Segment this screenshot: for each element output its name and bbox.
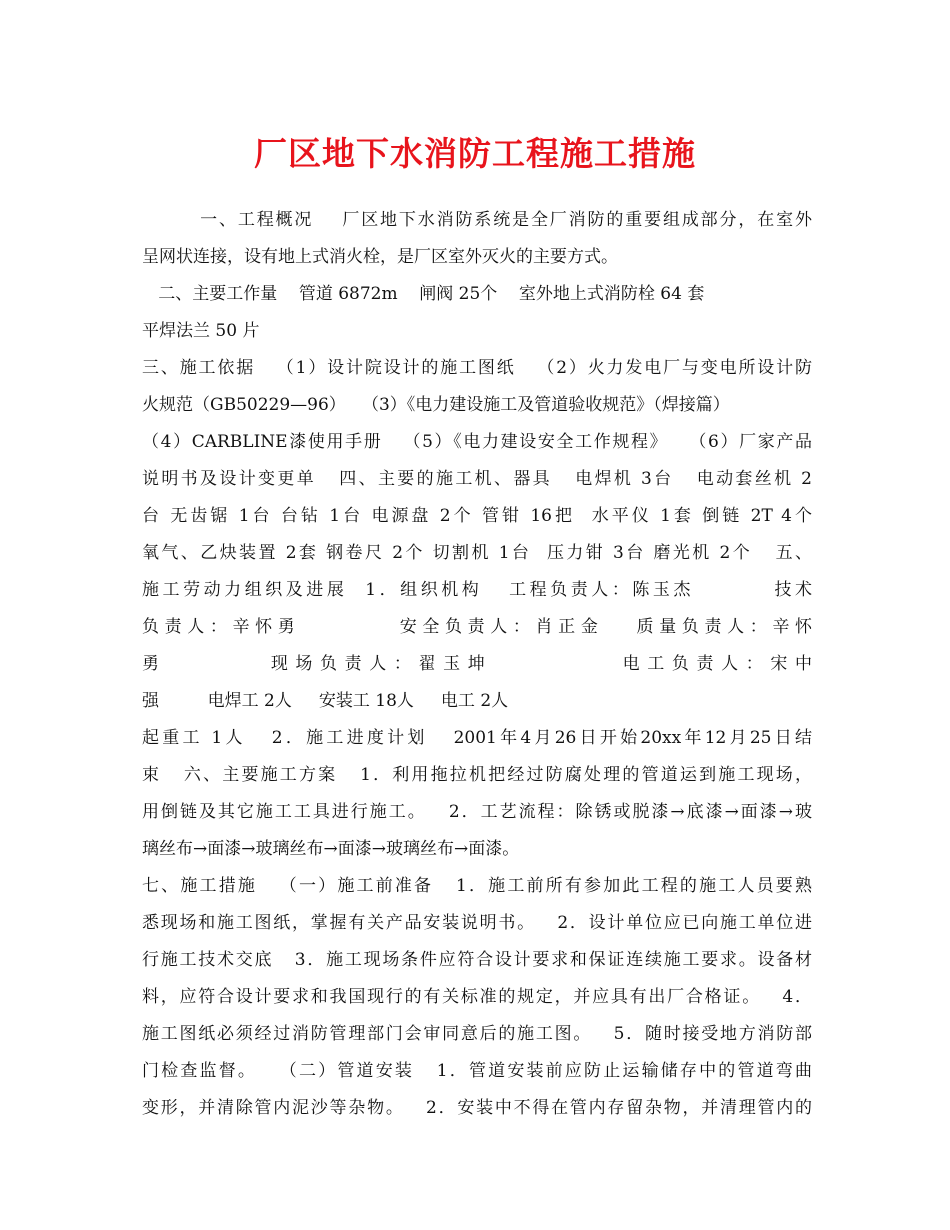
text-line: 用倒链及其它施工工具进行施工。 2．工艺流程：除锈或脱漆→底漆→面漆→玻 — [142, 802, 812, 822]
text-line: 束 六、主要施工方案 1．利用拖拉机把经过防腐处理的管道运到施工现场， — [142, 765, 812, 785]
text-line: 平焊法兰 50 片 — [142, 321, 260, 341]
text-line: 行施工技术交底 3．施工现场条件应符合设计要求和保证连续施工要求。设备材 — [142, 950, 812, 970]
text-line: 料，应符合设计要求和我国现行的有关标准的规定，并应具有出厂合格证。 4． — [142, 987, 812, 1007]
text-line: 三、施工依据 （1）设计院设计的施工图纸 （2）火力发电厂与变电所设计防 — [142, 358, 812, 378]
text-line: 负责人：辛怀勇 安全负责人：肖正金 质量负责人：辛怀 — [142, 617, 812, 637]
text-line: 璃丝布→面漆→玻璃丝布→面漆→玻璃丝布→面漆。 — [142, 839, 520, 859]
text-line: 强 电焊工 2人 安装工 18人 电工 2人 — [142, 691, 509, 711]
text-line: 二、主要工作量 管道 6872m 闸阀 25个 室外地上式消防栓 64 套 — [142, 284, 705, 304]
document-body — [142, 202, 812, 1127]
text-line: （4）CARBLINE漆使用手册 （5）《电力建设安全工作规程》 （6）厂家产品 — [142, 432, 812, 452]
text-line: 一、工程概况 厂区地下水消防系统是全厂消防的重要组成部分，在室外 — [142, 210, 812, 230]
text-line: 呈网状连接，设有地上式消火栓，是厂区室外灭火的主要方式。 — [142, 247, 618, 267]
text-line: 悉现场和施工图纸，掌握有关产品安装说明书。 2．设计单位应已向施工单位进 — [142, 913, 812, 933]
text-line: 火规范（GB50229—96） （3）《电力建设施工及管道验收规范》（焊接篇） — [142, 395, 730, 415]
text-line: 施工图纸必须经过消防管理部门会审同意后的施工图。 5．随时接受地方消防部 — [142, 1024, 812, 1044]
text-line: 勇 现场负责人：翟玉坤 电工负责人：宋中 — [142, 654, 812, 674]
text-line: 变形，并清除管内泥沙等杂物。 2．安装中不得在管内存留杂物，并清理管内的 — [142, 1098, 812, 1118]
document-title: 厂区地下水消防工程施工措施 — [254, 134, 696, 173]
text-line: 七、施工措施 （一）施工前准备 1．施工前所有参加此工程的施工人员要熟 — [142, 876, 812, 896]
text-line: 施工劳动力组织及进展 1．组织机构 工程负责人：陈玉杰 技术 — [142, 580, 812, 600]
text-line: 台 无齿锯 1台 台钻 1台 电源盘 2个 管钳 16把 水平仪 1套 倒链 2T 4个 — [142, 506, 812, 526]
text-line: 起重工 1人 2．施工进度计划 2001年4月26日开始20xx年12月25日结 — [142, 728, 812, 748]
text-line: 说明书及设计变更单 四、主要的施工机、器具 电焊机 3台 电动套丝机 2 — [142, 469, 812, 489]
text-line: 氧气、乙炔装置 2套 钢卷尺 2个 切割机 1台 压力钳 3台 磨光机 2个 五、 — [142, 543, 812, 563]
text-line: 门检查监督。 （二）管道安装 1．管道安装前应防止运输储存中的管道弯曲 — [142, 1061, 812, 1081]
